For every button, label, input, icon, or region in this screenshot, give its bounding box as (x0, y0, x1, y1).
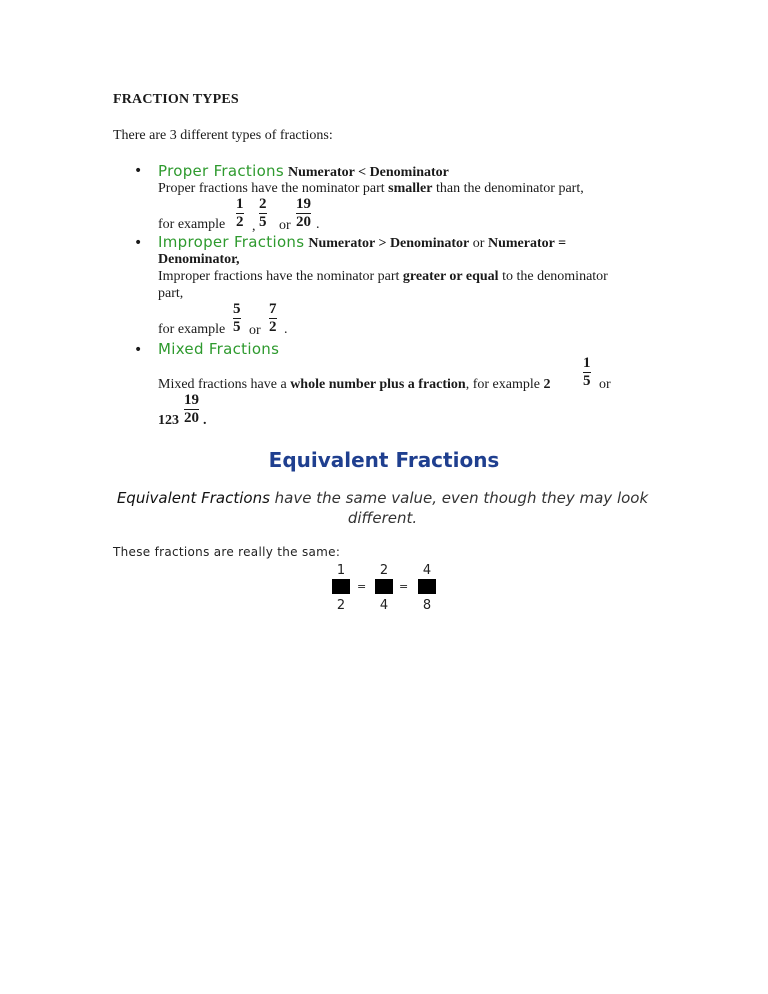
proper-desc-a: Proper fractions have the nominator part (158, 181, 389, 196)
improper-rule-or: or (469, 236, 488, 251)
eq-fraction-3-bar-box (418, 579, 436, 594)
improper-rule-c: Denominator, (158, 252, 240, 267)
bullet-proper: • (134, 163, 143, 179)
bullet-improper: • (134, 235, 143, 251)
mixed-fraction-1 (583, 356, 591, 389)
mixed-whole-1: 2 (543, 377, 551, 392)
improper-desc-bold: greater or equal (402, 269, 499, 284)
proper-fraction-2 (259, 197, 267, 230)
fraction-denominator: 5 (233, 319, 241, 335)
fraction-denominator: 20 (184, 410, 199, 426)
proper-name: Proper Fractions (158, 162, 284, 180)
mixed-fraction-2 (184, 393, 199, 426)
equivalent-desc-rest: have the same value, even though they may look different. (269, 489, 649, 527)
improper-fraction-1 (233, 302, 241, 335)
equivalent-heading: Equivalent Fractions (268, 448, 500, 472)
proper-or: or (279, 218, 291, 233)
proper-heading (158, 162, 449, 181)
mixed-name: Mixed Fractions (158, 340, 280, 358)
proper-desc (158, 181, 584, 197)
improper-desc-a: Improper fractions have the nominator part (158, 269, 403, 284)
proper-desc-bold: smaller (388, 181, 433, 196)
eq-fraction-1-numerator: 1 (336, 563, 346, 578)
improper-period: . (284, 322, 288, 337)
fraction-numerator: 19 (296, 196, 311, 212)
mixed-whole-2: 123 (158, 413, 179, 428)
equivalent-desc-emphasis: Equivalent Fractions (116, 489, 270, 507)
fraction-numerator: 2 (259, 196, 267, 212)
proper-desc-b: than the denominator part, (432, 181, 584, 196)
eq-fraction-3-denominator: 8 (422, 598, 432, 613)
fraction-denominator: 5 (259, 214, 267, 230)
mixed-desc-a: Mixed fractions have a (158, 377, 291, 392)
fraction-denominator: 5 (583, 373, 591, 389)
mixed-desc (158, 377, 550, 393)
proper-period: . (316, 217, 320, 232)
same-text: These fractions are really the same: (113, 545, 341, 559)
eq-fraction-2-numerator: 2 (379, 563, 389, 578)
fraction-numerator: 7 (269, 301, 277, 317)
improper-desc (158, 269, 608, 285)
fraction-numerator: 5 (233, 301, 241, 317)
fraction-numerator: 19 (184, 392, 199, 408)
mixed-desc-b: , for example (465, 377, 544, 392)
proper-rule: Numerator < Denominator (287, 165, 449, 180)
equals-sign-1: = (357, 580, 367, 593)
improper-name: Improper Fractions (158, 233, 305, 251)
proper-example-label: for example (158, 217, 226, 232)
mixed-or: or (599, 377, 611, 392)
improper-fraction-2 (269, 302, 277, 335)
improper-example-label: for example (158, 322, 226, 337)
fraction-denominator: 2 (236, 214, 244, 230)
improper-or: or (249, 323, 261, 338)
proper-fraction-3 (296, 197, 311, 230)
improper-desc-c: part, (158, 286, 184, 301)
improper-desc-b: to the denominator (498, 269, 608, 284)
intro-text: There are 3 different types of fractions: (113, 128, 333, 143)
eq-fraction-2-bar-box (375, 579, 393, 594)
equivalent-description (110, 488, 655, 528)
equals-sign-2: = (399, 580, 409, 593)
eq-fraction-3-numerator: 4 (422, 563, 432, 578)
fraction-denominator: 20 (296, 214, 311, 230)
improper-heading (158, 233, 566, 252)
eq-fraction-1-bar-box (332, 579, 350, 594)
fraction-numerator: 1 (583, 355, 591, 371)
bullet-mixed: • (134, 342, 143, 358)
proper-comma: , (252, 219, 256, 234)
mixed-desc-bold: whole number plus a fraction (290, 377, 466, 392)
mixed-period: . (203, 413, 207, 428)
fraction-numerator: 1 (236, 196, 244, 212)
improper-rule-b: Numerator = (487, 236, 567, 251)
page-title: FRACTION TYPES (113, 92, 239, 107)
proper-fraction-1 (236, 197, 244, 230)
fraction-denominator: 2 (269, 319, 277, 335)
eq-fraction-1-denominator: 2 (336, 598, 346, 613)
improper-rule-a: Numerator > Denominator (308, 236, 470, 251)
eq-fraction-2-denominator: 4 (379, 598, 389, 613)
